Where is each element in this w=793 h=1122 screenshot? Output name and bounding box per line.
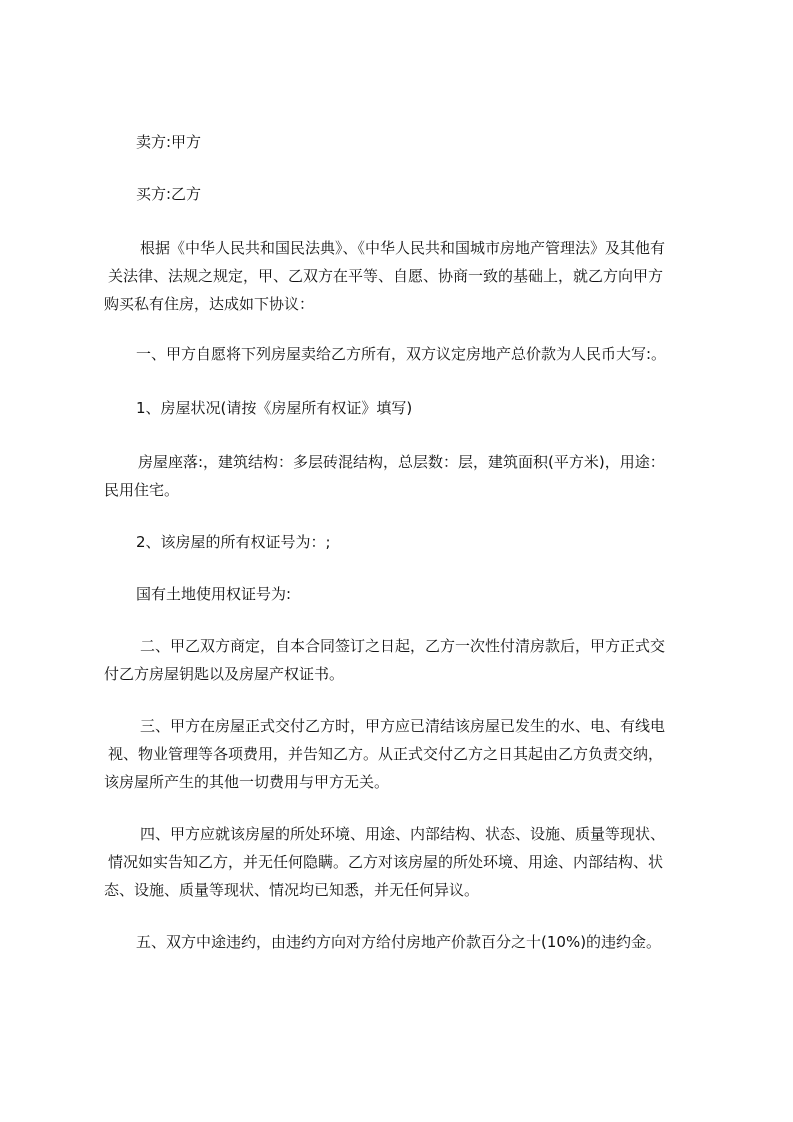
clause-1: 一、甲方自愿将下列房屋卖给乙方所有，双方议定房地产总价款为人民币大写:。 <box>136 345 667 363</box>
clause-4-line-3: 态、设施、质量等现状、情况均已知悉，并无任何异议。 <box>104 881 480 899</box>
intro-paragraph <box>104 234 700 318</box>
clause-3-line-1: 三、甲方在房屋正式交付乙方时，甲方应已清结该房屋已发生的水、电、有线电 <box>140 717 666 735</box>
clause-4-line-1: 四、甲方应就该房屋的所处环境、用途、内部结构、状态、设施、质量等现状、 <box>140 825 666 843</box>
intro-line-3: 购买私有住房，达成如下协议： <box>104 295 315 313</box>
clause-2-line-2: 付乙方房屋钥匙以及房屋产权证书。 <box>104 665 345 683</box>
intro-line-2: 关法律、法规之规定，甲、乙双方在平等、自愿、协商一致的基础上，就乙方向甲方 <box>108 267 664 285</box>
location-paragraph <box>104 448 700 504</box>
buyer-line: 买方:乙方 <box>136 185 202 203</box>
clause-4-line-2: 情况如实告知乙方，并无任何隐瞒。乙方对该房屋的所处环境、用途、内部结构、状 <box>108 853 664 871</box>
clause-5: 五、双方中途违约，由违约方向对方给付房地产价款百分之十(10%)的违约金。 <box>136 933 662 951</box>
clause-3-line-2: 视、物业管理等各项费用，并告知乙方。从正式交付乙方之日其起由乙方负责交纳， <box>108 745 664 763</box>
clause-3-paragraph <box>104 712 700 796</box>
item-2-ownership-cert: 2、该房屋的所有权证号为：; <box>136 533 331 551</box>
item-1-house-condition: 1、房屋状况(请按《房屋所有权证》填写) <box>136 399 413 417</box>
location-line-2: 民用住宅。 <box>104 481 180 499</box>
clause-3-line-3: 该房屋所产生的其他一切费用与甲方无关。 <box>104 773 390 791</box>
clause-2-line-1: 二、甲乙双方商定，自本合同签订之日起，乙方一次性付清房款后，甲方正式交 <box>140 637 666 655</box>
land-use-cert: 国有土地使用权证号为: <box>136 585 292 603</box>
intro-line-1: 根据《中华人民共和国民法典》、《中华人民共和国城市房地产管理法》及其他有 <box>140 239 666 257</box>
location-line-1: 房屋座落:，建筑结构：多层砖混结构，总层数：层，建筑面积(平方米)，用途： <box>138 453 665 471</box>
clause-2-paragraph <box>104 632 700 688</box>
clause-4-paragraph <box>104 820 700 904</box>
seller-line: 卖方:甲方 <box>136 133 202 151</box>
